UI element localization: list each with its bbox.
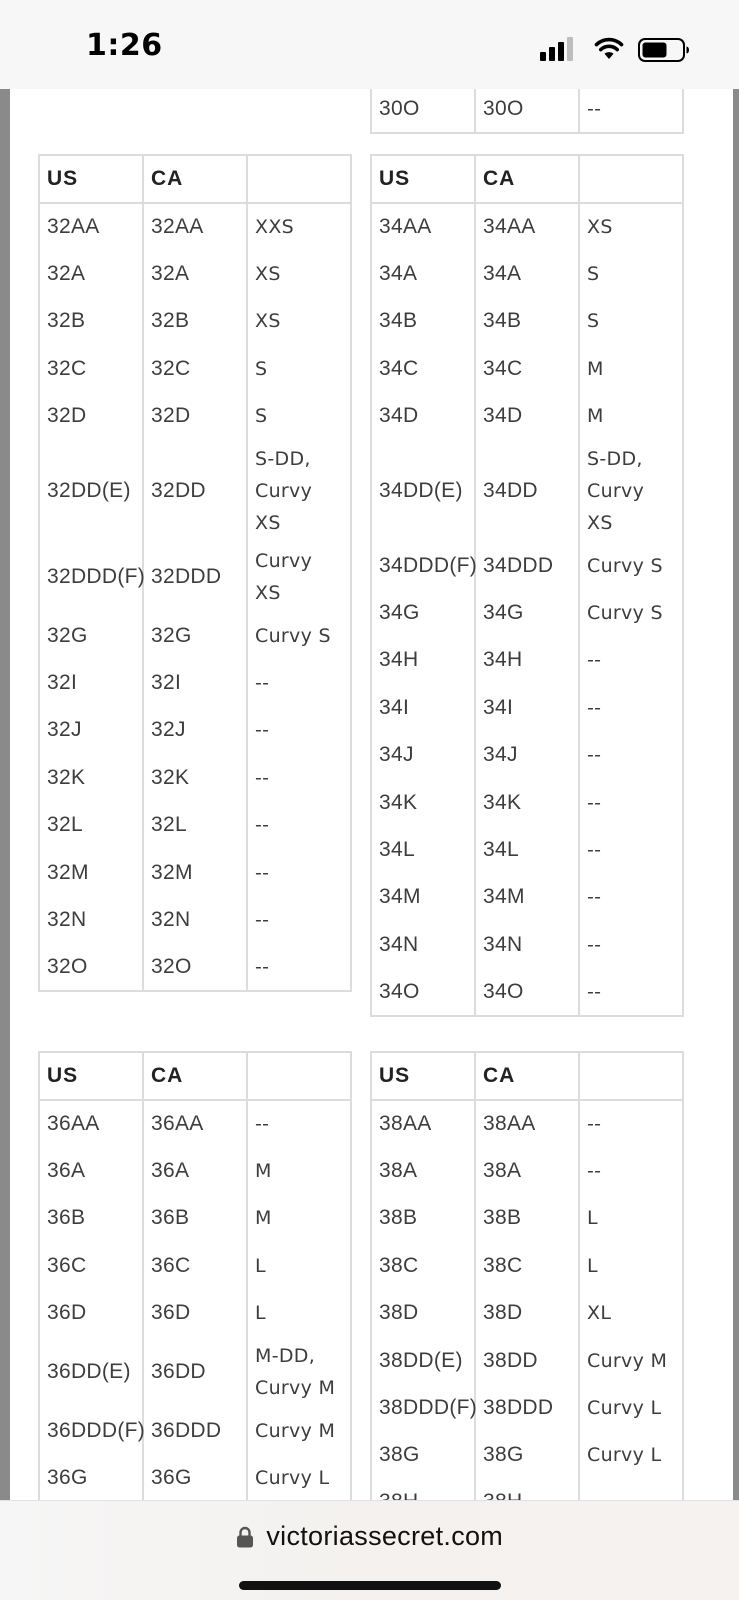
table-header-row [371, 1052, 683, 1100]
table-row [371, 1195, 683, 1242]
table-row [371, 589, 683, 636]
vs-size-cell: M-DD, Curvy M [247, 1337, 351, 1407]
vs-size-cell: -- [579, 826, 683, 873]
ca-size-cell: 38G [475, 1432, 579, 1479]
table-row [39, 1147, 351, 1194]
vs-size-cell: XS [247, 298, 351, 345]
ca-size-cell: 32D [143, 393, 247, 440]
us-size-cell: 36C [39, 1242, 143, 1289]
url-row[interactable] [0, 1521, 739, 1561]
table-row [371, 1100, 683, 1147]
vs-size-cell: S-DD, Curvy XS [579, 440, 683, 542]
header-us: US [371, 155, 475, 203]
vs-size-cell: S [579, 250, 683, 297]
ca-size-cell: 34DDD [475, 542, 579, 589]
table-row [39, 754, 351, 801]
ca-size-cell: 34D [475, 393, 579, 440]
wifi-icon [594, 35, 624, 61]
us-size-cell: 34I [371, 684, 475, 731]
vs-size-cell: -- [247, 754, 351, 801]
header-vs-size [247, 1052, 351, 1100]
us-size-cell: 34N [371, 921, 475, 968]
ca-size-cell: 32DDD [143, 542, 247, 612]
vs-size-cell: -- [579, 86, 683, 133]
ca-size-cell: 32M [143, 849, 247, 896]
us-size-cell: 32AA [39, 203, 143, 250]
vs-size-cell: S [247, 345, 351, 392]
ca-size-cell: 36D [143, 1290, 247, 1337]
table-row [39, 1454, 351, 1501]
us-size-cell: 32K [39, 754, 143, 801]
table-row [371, 250, 683, 297]
ca-size-cell: 38A [475, 1147, 579, 1194]
table-row [371, 684, 683, 731]
table-header-row [39, 155, 351, 203]
home-indicator[interactable] [239, 1581, 501, 1590]
us-size-cell: 36AA [39, 1100, 143, 1147]
ca-size-cell: 30O [475, 86, 579, 133]
ca-size-cell: 32I [143, 659, 247, 706]
ca-size-cell: 36DD [143, 1337, 247, 1407]
table-row [39, 1337, 351, 1407]
header-us: US [371, 1052, 475, 1100]
us-size-cell: 34M [371, 874, 475, 921]
table-row [371, 345, 683, 392]
vs-size-cell: S [579, 298, 683, 345]
vs-size-cell: XS [247, 250, 351, 297]
vs-size-cell: S [247, 393, 351, 440]
vs-size-cell: -- [579, 968, 683, 1015]
vs-size-cell: -- [579, 874, 683, 921]
vs-size-cell: -- [579, 637, 683, 684]
vs-size-cell: Curvy L [579, 1384, 683, 1431]
us-size-cell: 38A [371, 1147, 475, 1194]
header-ca: CA [475, 1052, 579, 1100]
table-row [371, 1290, 683, 1337]
us-size-cell: 36B [39, 1195, 143, 1242]
ca-size-cell: 34A [475, 250, 579, 297]
table-row [371, 732, 683, 779]
header-ca: CA [143, 1052, 247, 1100]
size-table-38 [370, 1051, 684, 1528]
ca-size-cell: 32B [143, 298, 247, 345]
battery-icon [638, 38, 690, 62]
ca-size-cell: 36A [143, 1147, 247, 1194]
table-row [371, 1432, 683, 1479]
browser-address-bar[interactable] [0, 1500, 739, 1600]
ca-size-cell: 38B [475, 1195, 579, 1242]
us-size-cell: 34J [371, 732, 475, 779]
us-size-cell: 34H [371, 637, 475, 684]
vs-size-cell: M [247, 1195, 351, 1242]
us-size-cell: 38B [371, 1195, 475, 1242]
us-size-cell: 32C [39, 345, 143, 392]
header-vs-size [579, 155, 683, 203]
us-size-cell: 34A [371, 250, 475, 297]
ca-size-cell: 32DD [143, 440, 247, 542]
table-row [39, 612, 351, 659]
ca-size-cell: 38DDD [475, 1384, 579, 1431]
us-size-cell: 36D [39, 1290, 143, 1337]
ca-size-cell: 34K [475, 779, 579, 826]
table-row [39, 1100, 351, 1147]
ca-size-cell: 36DDD [143, 1407, 247, 1454]
table-row [39, 659, 351, 706]
ca-size-cell: 38C [475, 1242, 579, 1289]
header-ca: CA [143, 155, 247, 203]
table-row [39, 802, 351, 849]
vs-size-cell: -- [247, 707, 351, 754]
vs-size-cell: -- [247, 802, 351, 849]
ca-size-cell: 32N [143, 896, 247, 943]
vs-size-cell: -- [579, 921, 683, 968]
vs-size-cell: M [579, 393, 683, 440]
table-header-row [39, 1052, 351, 1100]
lock-icon [236, 1526, 254, 1548]
us-size-cell: 34G [371, 589, 475, 636]
table-row [39, 345, 351, 392]
ca-size-cell: 32J [143, 707, 247, 754]
size-table-30-continued [370, 86, 684, 134]
us-size-cell: 38DDD(F) [371, 1384, 475, 1431]
page-edge-left [0, 89, 10, 1500]
vs-size-cell: L [247, 1242, 351, 1289]
table-row [39, 944, 351, 991]
vs-size-cell: Curvy XS [247, 542, 351, 612]
header-vs-size [247, 155, 351, 203]
table-row [39, 1407, 351, 1454]
us-size-cell: 34O [371, 968, 475, 1015]
table-row [39, 203, 351, 250]
ca-size-cell: 34L [475, 826, 579, 873]
us-size-cell: 32B [39, 298, 143, 345]
ca-size-cell: 32K [143, 754, 247, 801]
page-edge-right [733, 89, 739, 1500]
ca-size-cell: 32L [143, 802, 247, 849]
us-size-cell: 36G [39, 1454, 143, 1501]
us-size-cell: 32L [39, 802, 143, 849]
vs-size-cell: L [247, 1290, 351, 1337]
us-size-cell: 38C [371, 1242, 475, 1289]
vs-size-cell: M [579, 345, 683, 392]
table-row [371, 298, 683, 345]
cellular-signal-icon [540, 37, 576, 61]
us-size-cell: 38G [371, 1432, 475, 1479]
us-size-cell: 30O [371, 86, 475, 133]
us-size-cell: 34L [371, 826, 475, 873]
size-table-32 [38, 154, 352, 992]
ca-size-cell: 32G [143, 612, 247, 659]
us-size-cell: 38DD(E) [371, 1337, 475, 1384]
table-row [39, 298, 351, 345]
us-size-cell: 34DDD(F) [371, 542, 475, 589]
table-row [371, 1384, 683, 1431]
vs-size-cell: S-DD, Curvy XS [247, 440, 351, 542]
vs-size-cell: -- [579, 779, 683, 826]
url-text[interactable]: victoriassecret.com [266, 1521, 504, 1551]
ca-size-cell: 34J [475, 732, 579, 779]
vs-size-cell: XL [579, 1290, 683, 1337]
vs-size-cell: Curvy S [247, 612, 351, 659]
table-row [39, 542, 351, 612]
ca-size-cell: 38D [475, 1290, 579, 1337]
table-row [371, 542, 683, 589]
table-row [39, 1195, 351, 1242]
table-row [39, 707, 351, 754]
vs-size-cell: Curvy M [247, 1407, 351, 1454]
us-size-cell: 38AA [371, 1100, 475, 1147]
ca-size-cell: 32A [143, 250, 247, 297]
us-size-cell: 36A [39, 1147, 143, 1194]
size-chart-content [10, 89, 733, 1500]
table-row [371, 393, 683, 440]
table-row [39, 1290, 351, 1337]
vs-size-cell: -- [579, 1100, 683, 1147]
ca-size-cell: 34O [475, 968, 579, 1015]
header-ca: CA [475, 155, 579, 203]
ca-size-cell: 36C [143, 1242, 247, 1289]
vs-size-cell: -- [247, 944, 351, 991]
ca-size-cell: 34B [475, 298, 579, 345]
table-row [39, 1242, 351, 1289]
vs-size-cell: XXS [247, 203, 351, 250]
us-size-cell: 32DDD(F) [39, 542, 143, 612]
ca-size-cell: 34I [475, 684, 579, 731]
us-size-cell: 32M [39, 849, 143, 896]
ca-size-cell: 32C [143, 345, 247, 392]
size-table-34 [370, 154, 684, 1017]
vs-size-cell: XS [579, 203, 683, 250]
table-header-row [371, 155, 683, 203]
table-row [39, 849, 351, 896]
vs-size-cell: -- [247, 1100, 351, 1147]
vs-size-cell: -- [247, 896, 351, 943]
ca-size-cell: 36B [143, 1195, 247, 1242]
ca-size-cell: 34N [475, 921, 579, 968]
vs-size-cell: L [579, 1195, 683, 1242]
vs-size-cell: -- [247, 659, 351, 706]
vs-size-cell: L [579, 1242, 683, 1289]
us-size-cell: 38D [371, 1290, 475, 1337]
us-size-cell: 34B [371, 298, 475, 345]
ca-size-cell: 32AA [143, 203, 247, 250]
ca-size-cell: 34M [475, 874, 579, 921]
table-row [371, 826, 683, 873]
us-size-cell: 36DD(E) [39, 1337, 143, 1407]
vs-size-cell: -- [579, 684, 683, 731]
table-row [371, 921, 683, 968]
us-size-cell: 34K [371, 779, 475, 826]
table-row [39, 896, 351, 943]
ca-size-cell: 38DD [475, 1337, 579, 1384]
table-row [371, 1147, 683, 1194]
table-row [371, 203, 683, 250]
ca-size-cell: 38AA [475, 1100, 579, 1147]
table-row [371, 1242, 683, 1289]
vs-size-cell: Curvy S [579, 542, 683, 589]
status-bar [0, 0, 739, 89]
table-row [371, 779, 683, 826]
vs-size-cell: Curvy S [579, 589, 683, 636]
size-table-36 [38, 1051, 352, 1503]
table-row [371, 440, 683, 542]
ca-size-cell: 32O [143, 944, 247, 991]
table-row [39, 393, 351, 440]
ca-size-cell: 34AA [475, 203, 579, 250]
vs-size-cell: Curvy L [247, 1454, 351, 1501]
vs-size-cell: -- [579, 1147, 683, 1194]
vs-size-cell: -- [579, 732, 683, 779]
ca-size-cell: 36G [143, 1454, 247, 1501]
us-size-cell: 36DDD(F) [39, 1407, 143, 1454]
us-size-cell: 34C [371, 345, 475, 392]
vs-size-cell: Curvy L [579, 1432, 683, 1479]
ca-size-cell: 36AA [143, 1100, 247, 1147]
ca-size-cell: 34G [475, 589, 579, 636]
vs-size-cell: -- [247, 849, 351, 896]
table-row [39, 440, 351, 542]
table-row [371, 968, 683, 1015]
us-size-cell: 34DD(E) [371, 440, 475, 542]
table-row [371, 1337, 683, 1384]
table-row [39, 250, 351, 297]
status-time: 1:26 [86, 28, 163, 63]
vs-size-cell: M [247, 1147, 351, 1194]
ca-size-cell: 34H [475, 637, 579, 684]
us-size-cell: 32G [39, 612, 143, 659]
ca-size-cell: 34C [475, 345, 579, 392]
header-us: US [39, 155, 143, 203]
table-row [371, 86, 683, 133]
us-size-cell: 32DD(E) [39, 440, 143, 542]
header-vs-size [579, 1052, 683, 1100]
ca-size-cell: 34DD [475, 440, 579, 542]
us-size-cell: 32D [39, 393, 143, 440]
us-size-cell: 32J [39, 707, 143, 754]
us-size-cell: 32I [39, 659, 143, 706]
header-us: US [39, 1052, 143, 1100]
us-size-cell: 34D [371, 393, 475, 440]
table-row [371, 637, 683, 684]
us-size-cell: 32A [39, 250, 143, 297]
us-size-cell: 32O [39, 944, 143, 991]
us-size-cell: 34AA [371, 203, 475, 250]
table-row [371, 874, 683, 921]
us-size-cell: 32N [39, 896, 143, 943]
vs-size-cell: Curvy M [579, 1337, 683, 1384]
